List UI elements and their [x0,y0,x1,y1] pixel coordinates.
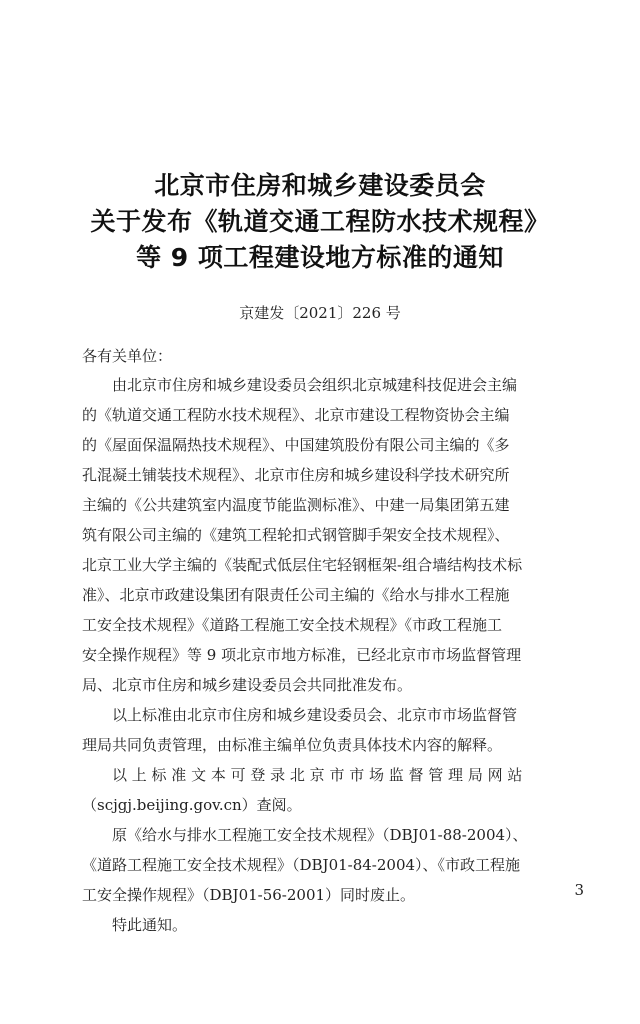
body-line: （scjgj.beijing.gov.cn）查阅。 [82,796,302,814]
title-line-2: 关于发布《轨道交通工程防水技术规程》 [90,207,550,236]
body-line: 工安全操作规程》（DBJ01-56-2001）同时废止。 [82,886,416,904]
body-line: 准》、北京市政建设集团有限责任公司主编的《给水与排水工程施 [82,586,510,604]
title-line-3: 等 9 项工程建设地方标准的通知 [136,243,504,272]
body-line: 北京工业大学主编的《装配式低层住宅轻钢框架-组合墙结构技术标 [82,556,523,574]
body-line: 由北京市住房和城乡建设委员会组织北京城建科技促进会主编 [112,376,518,394]
closing-line: 特此通知。 [112,916,188,934]
body-line: 主编的《公共建筑室内温度节能监测标准》、中建一局集团第五建 [82,496,510,514]
body-line: 安全操作规程》等 9 项北京市地方标准，已经北京市市场监督管理 [82,646,522,664]
body-line: 理局共同负责管理，由标准主编单位负责具体技术内容的解释。 [82,736,503,754]
body-line: 《道路工程施工安全技术规程》（DBJ01-84-2004）、《市政工程施 [82,856,521,874]
body-line: 孔混凝土铺装技术规程》、北京市住房和城乡建设科学技术研究所 [82,466,510,484]
body-line: 以 上 标 准 文 本 可 登 录 北 京 市 市 场 监 督 管 理 局 网 站 [112,766,523,784]
body-line: 以上标准由北京市住房和城乡建设委员会、北京市市场监督管 [112,706,518,724]
body-line: 原《给水与排水工程施工安全技术规程》（DBJ01-88-2004）、 [112,826,528,844]
notice-title [0,168,640,276]
body-line: 的《轨道交通工程防水技术规程》、北京市建设工程物资协会主编 [82,406,510,424]
body-line: 局、北京市住房和城乡建设委员会共同批准发布。 [82,676,413,694]
salutation: 各有关单位： [82,347,173,365]
body-line: 筑有限公司主编的《建筑工程轮扣式钢管脚手架安全技术规程》、 [82,526,510,544]
body-line: 工安全技术规程》《道路工程施工安全技术规程》《市政工程施工 [82,616,503,634]
title-line-1: 北京市住房和城乡建设委员会 [154,171,486,200]
body-line: 的《屋面保温隔热技术规程》、中国建筑股份有限公司主编的《多 [82,436,510,454]
page-number: 3 [574,881,584,899]
document-number: 京建发〔2021〕226 号 [239,304,401,322]
